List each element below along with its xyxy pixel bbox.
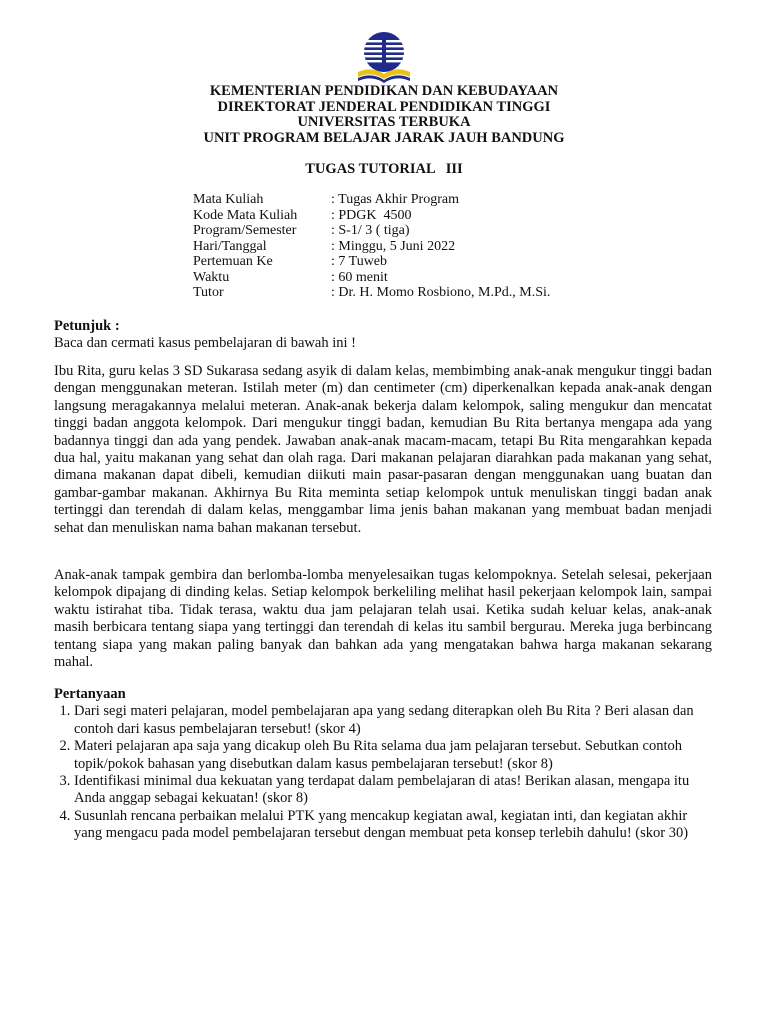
info-row-date [193, 239, 613, 255]
questions-section [54, 686, 712, 843]
info-label: Program/Semester [193, 223, 297, 238]
info-value: : Minggu, 5 Juni 2022 [331, 238, 456, 254]
info-label: Waktu [193, 269, 230, 285]
info-value: : S-1/ 3 ( tiga) [331, 223, 410, 238]
case-paragraph-2: Anak-anak tampak gembira dan berlomba-lomba menyelesaikan tugas kelompoknya. Setelah selesai, pekerjaan kelompok dipajang di dinding kelas. Setiap kelompok berkeliling melihat hasil pekerjaan kelompok lain, sampai waktu istirahat tiba. Tidak terasa, waktu dua jam pelajaran telah usai. Ketika sudah keluar kelas, anak-anak masih berbicara tentang siapa yang tertinggi dan terendah di kelas itu sambil bergurau. Mereka juga berbincang tentang siapa yang makan paling banyak dan bahkan ada yang mengatakan bahwa harga makanan sekarang mahal. [54, 567, 712, 671]
questions-list [54, 703, 712, 842]
info-value: : 7 Tuweb [331, 254, 388, 269]
info-row-course [193, 192, 613, 208]
info-row-tutor [193, 285, 613, 301]
info-value: : Tugas Akhir Program [331, 192, 459, 207]
info-label: Hari/Tanggal [193, 238, 267, 254]
info-row-time [193, 270, 613, 286]
question-item: 4. Susunlah rencana perbaikan melalui PTK yang mencakup kegiatan awal, kegiatan inti, dan kegiatan akhir yang mengacu pada model pembelajaran tersebut dengan membuat peta konsep terlebih dahulu! (skor 30) [74, 808, 712, 843]
header-line-unit: UNIT PROGRAM BELAJAR JARAK JAUH BANDUNG [203, 129, 565, 146]
header-line-university: UNIVERSITAS TERBUKA [297, 114, 471, 130]
header-line-directorate: DIREKTORAT JENDERAL PENDIDIKAN TINGGI [217, 98, 551, 115]
page-title: TUGAS TUTORIAL III [305, 161, 463, 177]
case-paragraph-1: Ibu Rita, guru kelas 3 SD Sukarasa sedang asyik di dalam kelas, membimbing anak-anak mengukur tinggi badan dengan menggunakan meteran. Istilah meter (m) dan centimeter (cm) diperkenalkan kepada anak-anak dengan langsung meragakannya melalui meteran. Anak-anak bekerja dalam kelompok, saling mengukur dan mencatat tinggi badan anggota kelompok. Dari mengukur tinggi badan, kemudian Bu Rita bertanya mengapa ada yang badannya tinggi dan ada yang pendek. Jawaban anak-anak macam-macam, tetapi Bu Rita mengarahkan kepada dua hal, yaitu makanan yang sehat dan olah raga. Dari makanan pelajaran diarahkan pada makanan yang sehat, dimana makanan dapat dibeli, kemudian diikuti main pasar-pasaran dengan menggunakan uang buatan dan gambar-gambar makanan. Akhirnya Bu Rita meminta setiap kelompok untuk menuliskan tinggi badan anak tertinggi dan terendah di dalam kelas, menggambar lima jenis bahan makanan yang membuat badan menjadi sehat dan menuliskan nama bahan makanan tersebut. [54, 363, 712, 536]
info-label: Kode Mata Kuliah [193, 207, 298, 223]
header-line-ministry: KEMENTERIAN PENDIDIKAN DAN KEBUDAYAAN [209, 83, 559, 99]
course-info-table [193, 192, 613, 301]
question-item: 3. Identifikasi minimal dua kekuatan yang terdapat dalam pembelajaran di atas! Berikan alasan, mengapa itu Anda anggap sebagai kekuatan! (skor 8) [74, 773, 712, 808]
info-row-meeting [193, 254, 613, 270]
instructions-heading: Petunjuk : [54, 318, 120, 334]
info-label: Mata Kuliah [193, 192, 264, 207]
universitas-terbuka-logo-icon [352, 30, 416, 86]
question-item: 2. Materi pelajaran apa saja yang dicakup oleh Bu Rita selama dua jam pelajaran tersebut. Sebutkan contoh topik/pokok bahasan yang disebutkan dalam kasus pembelajaran tersebut! (skor 8) [74, 738, 712, 773]
instructions-section [54, 318, 712, 353]
document-header [0, 84, 768, 146]
info-row-code [193, 208, 613, 224]
questions-heading: Pertanyaan [54, 686, 126, 702]
info-value: : 60 menit [331, 269, 388, 285]
info-value: : PDGK 4500 [331, 207, 412, 223]
info-row-program [193, 223, 613, 239]
instructions-text: Baca dan cermati kasus pembelajaran di bawah ini ! [54, 335, 356, 352]
info-value: : Dr. H. Momo Rosbiono, M.Pd., M.Si. [331, 285, 551, 300]
info-label: Tutor [193, 285, 224, 300]
question-item: 1. Dari segi materi pelajaran, model pembelajaran apa yang sedang diterapkan oleh Bu Rita ? Beri alasan dan contoh dari kasus pembelajaran tersebut! (skor 4) [74, 703, 712, 738]
info-label: Pertemuan Ke [193, 254, 273, 269]
